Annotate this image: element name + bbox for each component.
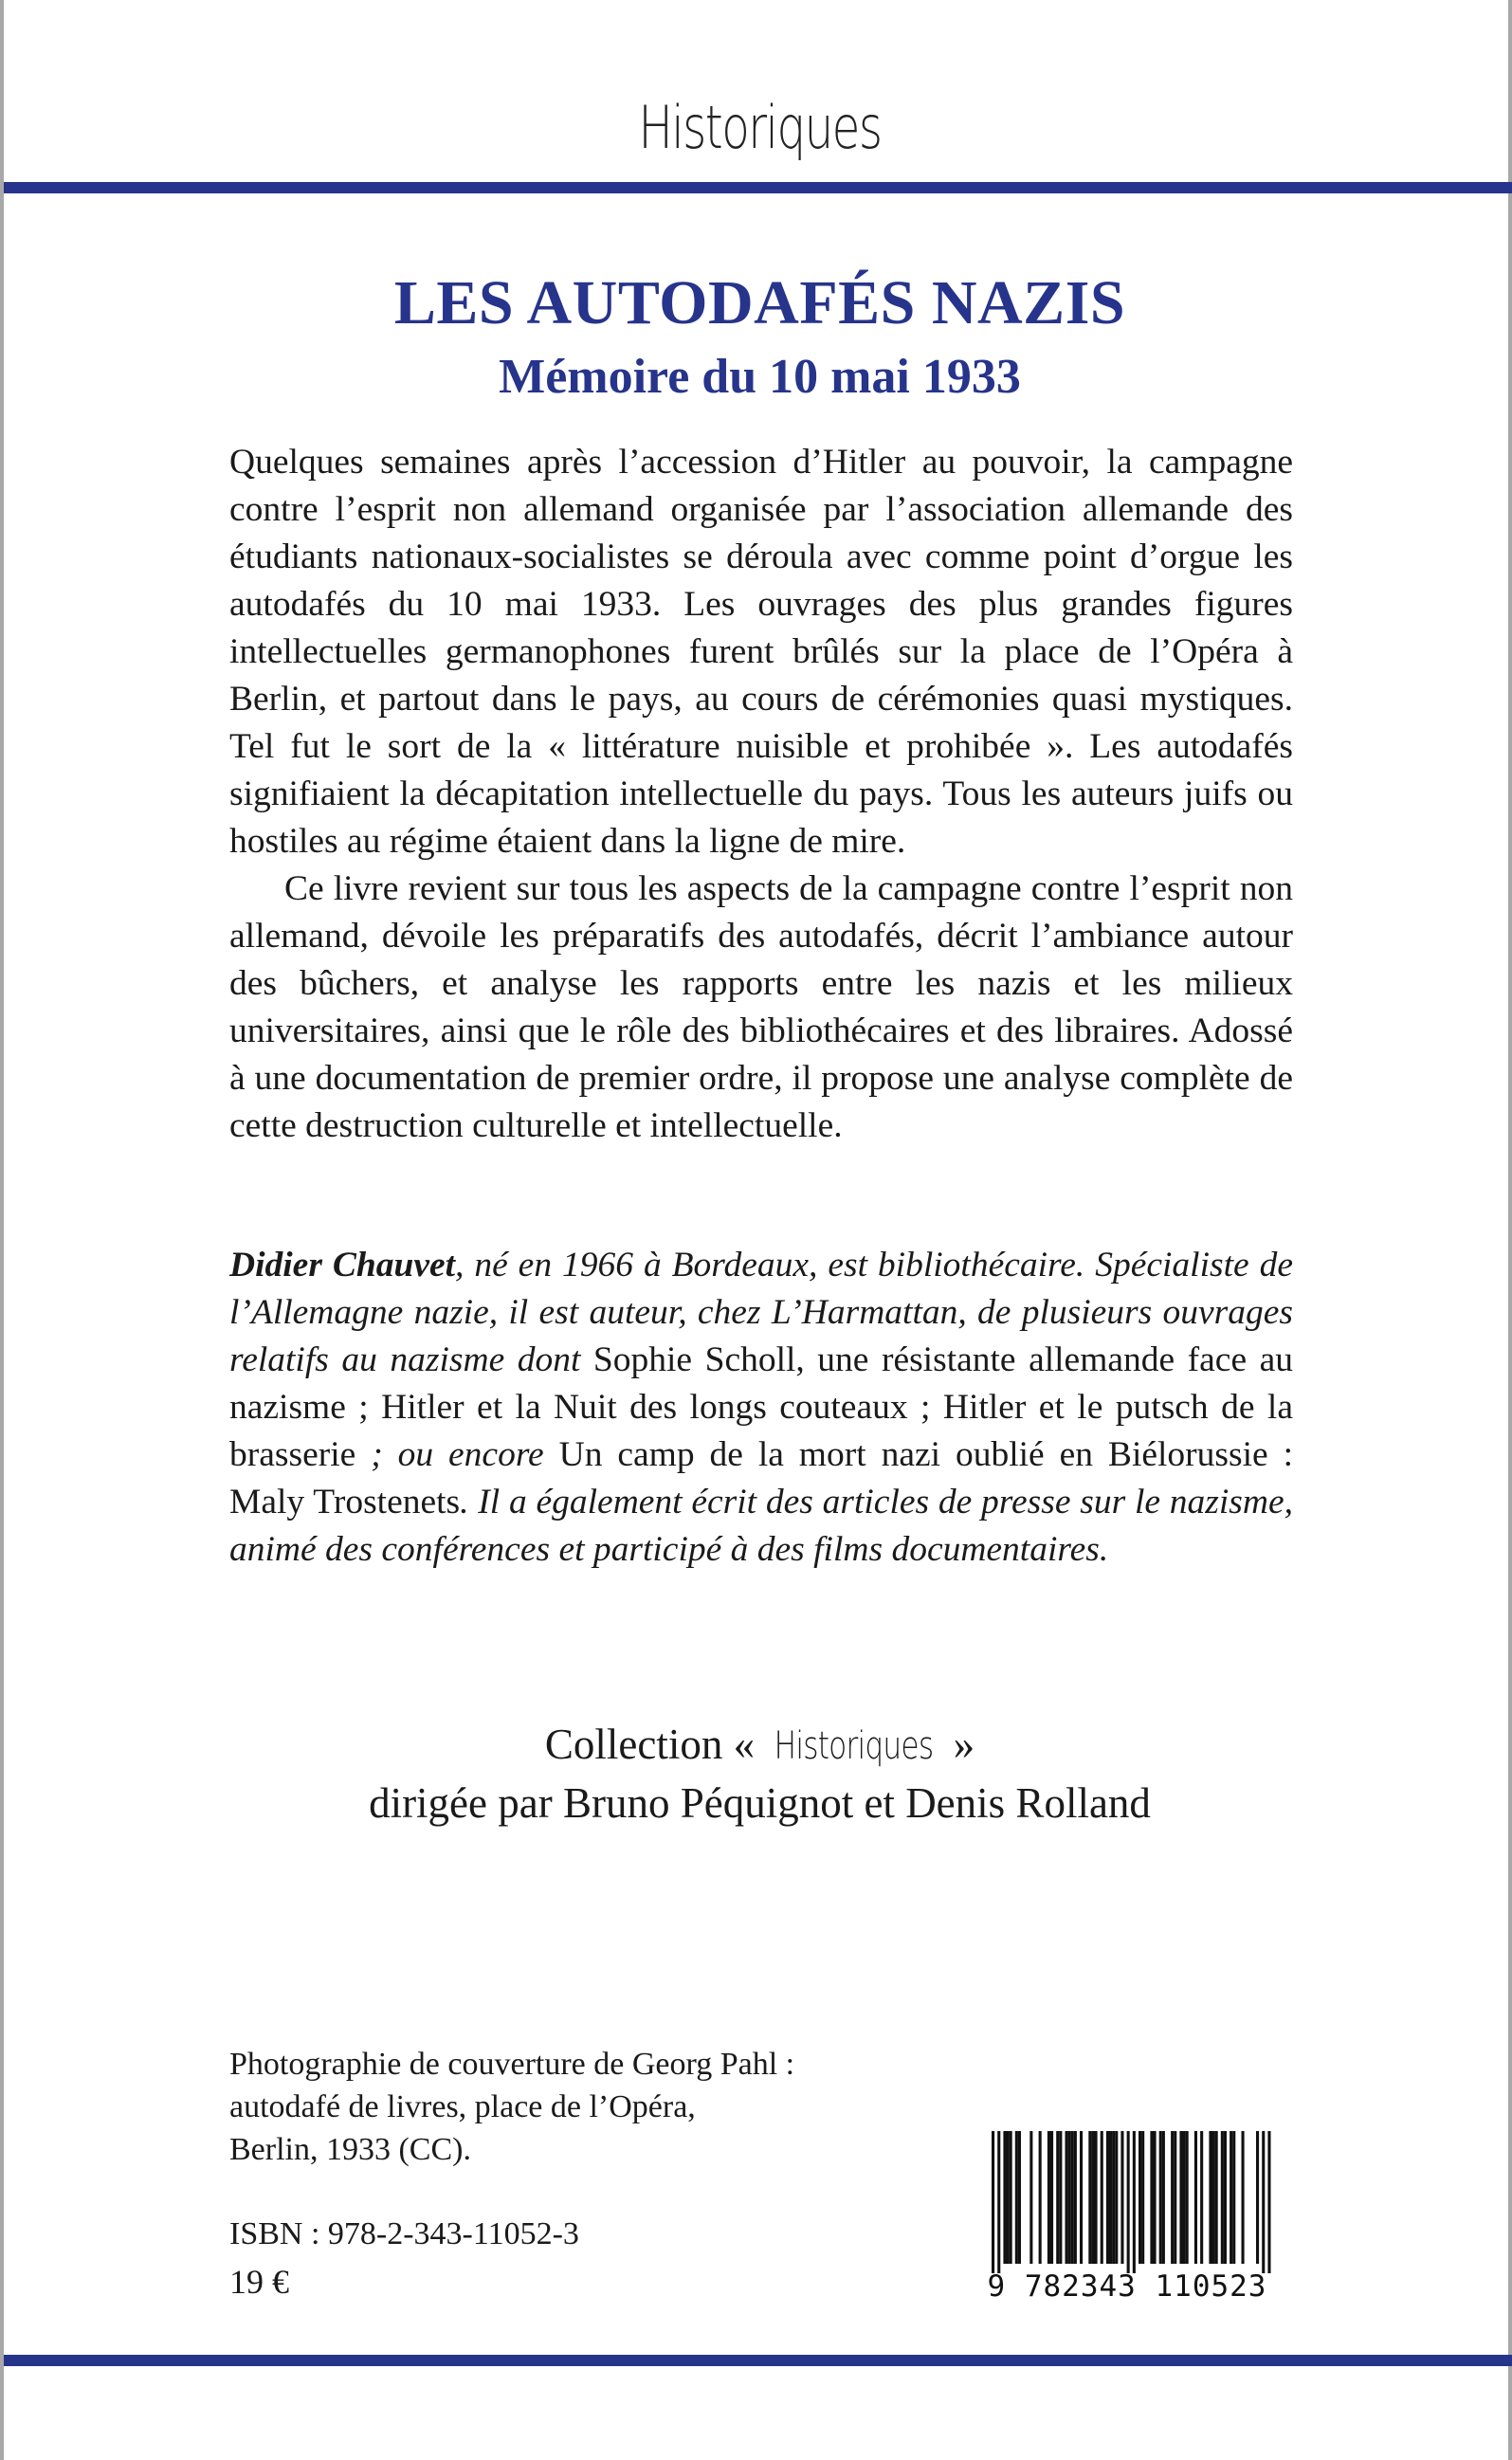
photo-credit-line-1: Photographie de couverture de Georg Pahl : xyxy=(229,2047,795,2082)
barcode-bar xyxy=(1186,2131,1189,2264)
barcode-bar xyxy=(1101,2131,1103,2264)
summary-paragraph-1: Quelques semaines après l’accession d’Hitler au pouvoir, la campagne contre l’esprit non allemand organisée par l’association allemande des étudiants nationaux-socialistes se déroula avec comme point d’orgue les autodafés du 10 mai 1933. Les ouvrages des plus grandes figures intellectuelles germanophones furent brûlés sur la place de l’Opéra à Berlin, et partout dans le pays, au cours de cérémonies quasi mystiques. Tel fut le sort de la « littérature nuisible et prohibée ». Les autodafés signifiaient la décapitation intellectuelle du pays. Tous les auteurs juifs ou hostiles au régime étaient dans la ligne de mire. xyxy=(229,443,1293,861)
barcode-bar xyxy=(1141,2131,1144,2264)
collection-series-logo: Historiques xyxy=(774,1724,934,1768)
photo-credit xyxy=(229,2043,950,2171)
barcode-bar xyxy=(1003,2131,1006,2264)
bio-text-3: . Il a également écrit des articles de presse sur le nazisme, animé des conférences et participé à des films documentaires. xyxy=(229,1483,1293,1569)
barcode-bar xyxy=(1215,2131,1218,2264)
photo-credit-line-2: autodafé de livres, place de l’Opéra, xyxy=(229,2089,696,2124)
barcode-bar xyxy=(1039,2131,1042,2264)
price: 19 € xyxy=(229,2263,289,2301)
barcode-bar xyxy=(1127,2131,1130,2273)
bio-separator-1: ; xyxy=(345,1388,382,1427)
barcode-bar xyxy=(1095,2131,1098,2264)
collection-info xyxy=(4,1716,1512,1831)
bottom-rule xyxy=(4,2355,1512,2366)
barcode-bar xyxy=(1071,2131,1074,2264)
barcode-bar xyxy=(1080,2131,1083,2264)
barcode-bar xyxy=(1230,2131,1232,2264)
barcode-bar xyxy=(1194,2131,1197,2264)
barcode-bar xyxy=(1133,2131,1136,2273)
book-title-1: Sophie Scholl, une résistante allemande face au nazisme xyxy=(229,1340,1293,1427)
barcode-bar xyxy=(1150,2131,1153,2264)
collection-suffix: » xyxy=(953,1721,975,1768)
barcode-bar xyxy=(1091,2131,1094,2264)
barcode-bar xyxy=(1171,2131,1174,2264)
barcode-bar xyxy=(992,2131,994,2273)
barcode-bar xyxy=(997,2131,1000,2273)
book-title-4: Un camp de la mort nazi oublié en Biélorussie : Maly Trostenets xyxy=(229,1435,1294,1522)
book-title: LES AUTODAFÉS NAZIS xyxy=(393,268,1126,337)
author-name: Didier Chauvet xyxy=(229,1246,456,1285)
summary-text xyxy=(229,439,1293,1150)
barcode-bar xyxy=(1106,2131,1109,2264)
collection-prefix: Collection « xyxy=(544,1721,756,1768)
barcode-bar xyxy=(1109,2131,1112,2264)
barcode-bar xyxy=(1007,2131,1010,2264)
barcode-bar xyxy=(1224,2131,1227,2264)
barcode-bar xyxy=(1179,2131,1182,2264)
bio-text-1: , né en 1966 à Bordeaux, est bibliothécaire. Spécialiste de l’Allemagne nazie, il est auteur, chez L’Harmattan, de plusieurs ouvrages relatifs au nazisme dont xyxy=(229,1246,1293,1379)
barcode-digits: 9 782343 110523 xyxy=(987,2269,1267,2304)
book-title-3: Hitler et le putsch de la brasserie xyxy=(229,1388,1293,1474)
top-rule xyxy=(4,182,1512,193)
barcode-bar xyxy=(1154,2131,1157,2264)
barcode-bar xyxy=(1018,2131,1021,2264)
barcode-bar xyxy=(1159,2131,1162,2264)
barcode-bar xyxy=(1115,2131,1118,2264)
barcode-bar xyxy=(1056,2131,1059,2264)
barcode-bar xyxy=(1050,2131,1053,2264)
barcode-bars xyxy=(971,2131,1284,2273)
barcode-bar xyxy=(1183,2131,1186,2264)
barcode-bar xyxy=(1174,2131,1176,2264)
collection-directors: dirigée par Bruno Péquignot et Denis Rolland xyxy=(369,1779,1151,1827)
bio-text-2: ; ou encore xyxy=(355,1435,559,1474)
barcode-bar xyxy=(1010,2131,1012,2264)
barcode-bar xyxy=(1200,2131,1203,2264)
author-bio xyxy=(229,1242,1293,1574)
series-logo: Historiques xyxy=(638,93,882,162)
barcode-bar xyxy=(1162,2131,1165,2264)
isbn: ISBN : 978-2-343-11052-3 xyxy=(229,2216,579,2251)
photo-credit-line-3: Berlin, 1933 (CC). xyxy=(229,2132,471,2167)
barcode-bar xyxy=(1047,2131,1050,2264)
barcode-bar xyxy=(1015,2131,1018,2264)
barcode-bar xyxy=(1212,2131,1215,2264)
barcode-bar xyxy=(1256,2131,1259,2264)
barcode-bar xyxy=(1262,2131,1265,2273)
barcode-bar xyxy=(1242,2131,1245,2264)
collection-line xyxy=(4,1716,1512,1775)
book-subtitle: Mémoire du 10 mai 1933 xyxy=(499,350,1021,404)
barcode-bar xyxy=(1232,2131,1235,2264)
barcode-bar xyxy=(1112,2131,1115,2264)
barcode-bar xyxy=(1074,2131,1077,2264)
book-title-2: Hitler et la Nuit des longs couteaux xyxy=(381,1388,908,1427)
bio-separator-2: ; xyxy=(907,1388,943,1427)
barcode-bar xyxy=(1088,2131,1091,2264)
barcode-bar xyxy=(1267,2131,1270,2273)
barcode-bar xyxy=(1059,2131,1062,2264)
barcode-bar xyxy=(1066,2131,1068,2264)
barcode-bar xyxy=(1120,2131,1123,2264)
barcode-bar xyxy=(1029,2131,1032,2264)
barcode-bar xyxy=(1139,2131,1141,2264)
author-bio-paragraph xyxy=(229,1242,1293,1574)
barcode-bar xyxy=(1221,2131,1224,2264)
barcode-bar xyxy=(1068,2131,1071,2264)
summary-paragraph-2: Ce livre revient sur tous les aspects de la campagne contre l’esprit non allemand, dévoile les préparatifs des autodafés, décrit l’ambiance autour des bûchers, et analyse les rapports entre les nazis et les milieux universitaires, ainsi que le rôle des bibliothécaires et des libraires. Adossé à une documentation de premier ordre, il propose une analyse complète de cette destruction culturelle et intellectuelle. xyxy=(229,869,1293,1145)
barcode-bar xyxy=(1209,2131,1211,2264)
